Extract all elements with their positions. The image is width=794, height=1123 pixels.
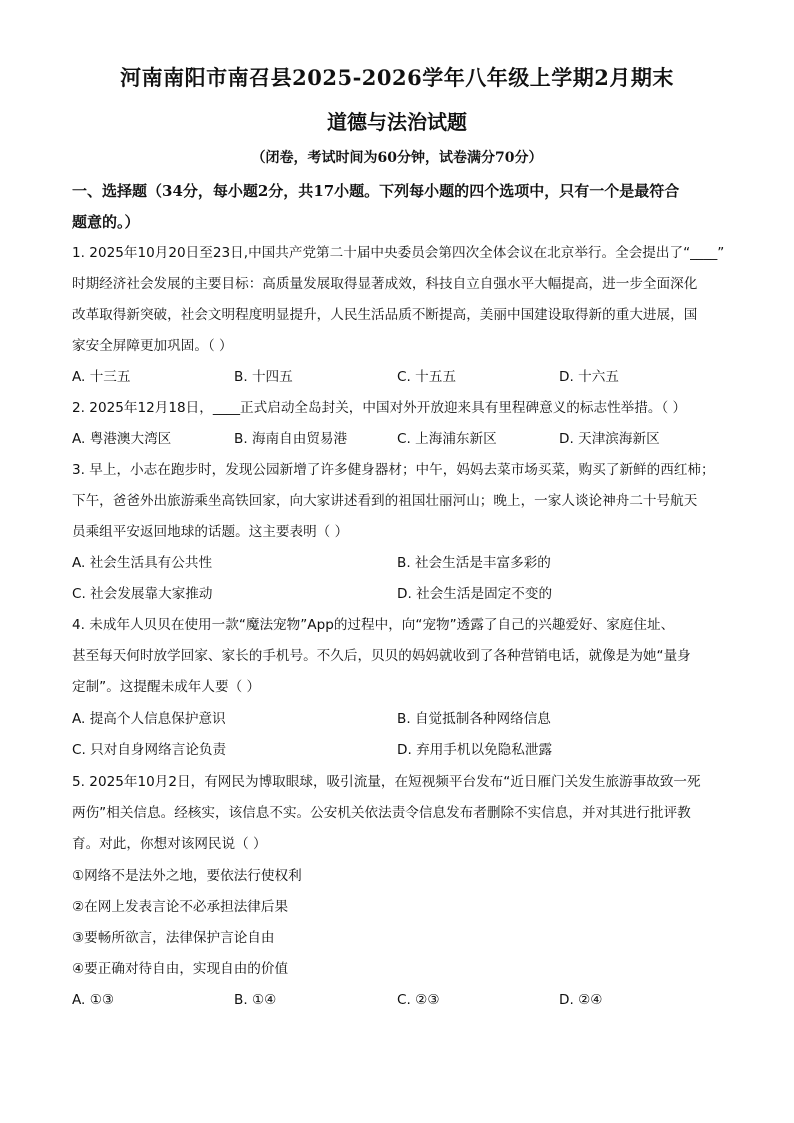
- question-3-options-row-2: [72, 579, 732, 610]
- option-b[interactable]: B. 自觉抵制各种网络信息: [397, 711, 551, 727]
- question-2-line-1: 2. 2025年12月18日，____正式启动全岛封关，中国对外开放迎来具有里程碑意义的标志性举措。（ ）: [72, 400, 687, 416]
- option-d[interactable]: D. 社会生活是固定不变的: [397, 586, 553, 602]
- option-c[interactable]: C. 十五五: [397, 369, 456, 385]
- question-4-options-row-1: [72, 704, 732, 735]
- section-heading-line-2: 题意的。）: [72, 213, 140, 231]
- question-1-options: [72, 362, 732, 393]
- option-a[interactable]: A. 粤港澳大湾区: [72, 431, 172, 447]
- question-5-statement-2: ②在网上发表言论不必承担法律后果: [72, 899, 289, 915]
- question-1-line-1: 1. 2025年10月20日至23日,中国共产党第二十届中央委员会第四次全体会议在北京举行。全会提出了“____”: [72, 245, 725, 261]
- question-4-options-row-2: [72, 735, 732, 766]
- question-4-line-3: 定制”。这提醒未成年人要（ ）: [72, 679, 261, 695]
- option-b[interactable]: B. 十四五: [234, 369, 293, 385]
- exam-subject: 道德与法治试题: [327, 110, 467, 134]
- question-4-line-2: 甚至每天何时放学回家、家长的手机号。不久后，贝贝的妈妈就收到了各种营销电话，就像是为她“量身: [72, 648, 691, 664]
- option-a[interactable]: A. 社会生活具有公共性: [72, 555, 213, 571]
- question-5-statement-3: ③要畅所欲言，法律保护言论自由: [72, 930, 275, 946]
- question-2-options: [72, 424, 732, 455]
- question-3-line-1: 3. 早上，小志在跑步时，发现公园新增了许多健身器材；中午，妈妈去菜市场买菜，购买了新鲜的西红柿；: [72, 462, 715, 478]
- question-1-line-4: 家安全屏障更加巩固。（ ）: [72, 338, 233, 354]
- exam-note: （闭卷，考试时间为60分钟，试卷满分70分）: [251, 150, 543, 166]
- section-heading-line-1: 一、选择题（34分，每小题2分，共17小题。下列每小题的四个选项中，只有一个是最符合: [72, 182, 680, 200]
- question-3-line-2: 下午，爸爸外出旅游乘坐高铁回家，向大家讲述看到的祖国壮丽河山；晚上，一家人谈论神舟二十号航天: [72, 493, 698, 509]
- option-b[interactable]: B. ①④: [234, 992, 277, 1008]
- option-b[interactable]: B. 社会生活是丰富多彩的: [397, 555, 551, 571]
- option-c[interactable]: C. ②③: [397, 992, 440, 1008]
- option-a[interactable]: A. 十三五: [72, 369, 131, 385]
- question-1-line-2: 时期经济社会发展的主要目标：高质量发展取得显著成效，科技自立自强水平大幅提高，进一步全面深化: [72, 276, 698, 292]
- option-c[interactable]: C. 上海浦东新区: [397, 431, 497, 447]
- question-1-line-3: 改革取得新突破，社会文明程度明显提升，人民生活品质不断提高，美丽中国建设取得新的重大进展，国: [72, 307, 698, 323]
- option-d[interactable]: D. 天津滨海新区: [559, 431, 660, 447]
- option-a[interactable]: A. ①③: [72, 992, 115, 1008]
- question-5-line-3: 育。对此，你想对该网民说（ ）: [72, 836, 267, 852]
- exam-title: 河南南阳市南召县2025-2026学年八年级上学期2月期末: [120, 65, 674, 90]
- question-5-line-1: 5. 2025年10月2日，有网民为博取眼球，吸引流量，在短视频平台发布“近日雁门关发生旅游事故致一死: [72, 774, 701, 790]
- question-5-line-2: 两伤”相关信息。经核实，该信息不实。公安机关依法责令信息发布者删除不实信息，并对其进行批评教: [72, 805, 691, 821]
- question-5-options: [72, 985, 732, 1016]
- question-4-line-1: 4. 未成年人贝贝在使用一款“魔法宠物”App的过程中，向“宠物”透露了自己的兴趣爱好、家庭住址、: [72, 617, 675, 633]
- option-d[interactable]: D. ②④: [559, 992, 603, 1008]
- question-5-statement-1: ①网络不是法外之地，要依法行使权利: [72, 868, 302, 884]
- option-d[interactable]: D. 弃用手机以免隐私泄露: [397, 742, 553, 758]
- question-5-statement-4: ④要正确对待自由，实现自由的价值: [72, 961, 289, 977]
- option-a[interactable]: A. 提高个人信息保护意识: [72, 711, 226, 727]
- question-3-options-row-1: [72, 548, 732, 579]
- option-c[interactable]: C. 只对自身网络言论负责: [72, 742, 227, 758]
- option-b[interactable]: B. 海南自由贸易港: [234, 431, 348, 447]
- option-d[interactable]: D. 十六五: [559, 369, 619, 385]
- question-3-line-3: 员乘组平安返回地球的话题。这主要表明（ ）: [72, 524, 349, 540]
- option-c[interactable]: C. 社会发展靠大家推动: [72, 586, 213, 602]
